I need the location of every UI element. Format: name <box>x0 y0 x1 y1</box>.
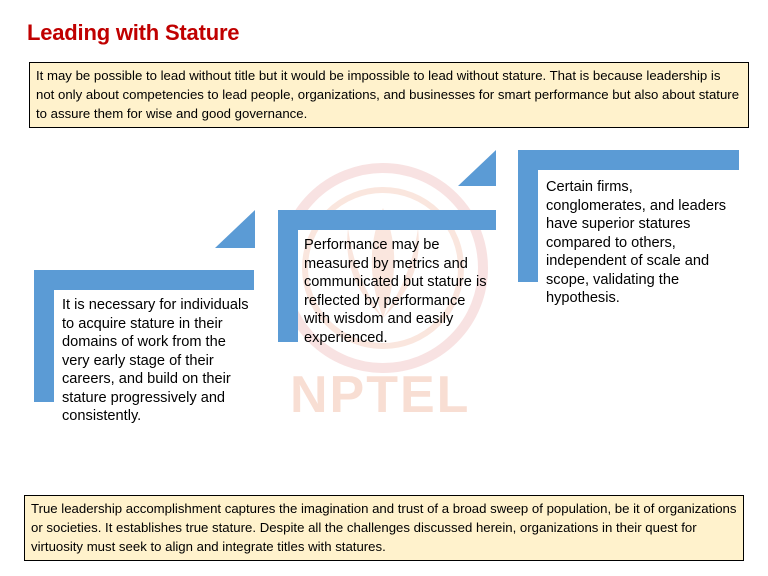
step1-top-bar <box>34 270 254 290</box>
step2-text: Performance may be measured by metrics and communicated but stature is reflected by performance with wisdom and easily experienced. <box>304 237 487 346</box>
step2-top-bar <box>278 210 496 230</box>
step2-side-bar <box>278 210 298 342</box>
step3-text: Certain firms, conglomerates, and leaders have superior statures compared to others, independent of scale and scope, validating the hypothesis. <box>546 179 727 306</box>
slide-title: Leading with Stature <box>27 20 240 45</box>
step1-arrow <box>215 210 255 248</box>
intro-box: It may be possible to lead without title but it would be impossible to lead without stature. That is because leadership is not only about competencies to lead people, organizations, and businesses for smart performance but also about stature to assure them for wise and good governance. <box>29 62 749 128</box>
step2-arrow <box>458 150 496 186</box>
step1-side-bar <box>34 270 54 402</box>
step3-top-bar <box>518 150 739 170</box>
conclusion-box: True leadership accomplishment captures the imagination and trust of a broad sweep of population, be it of organizations or societies. It establishes true stature. Despite all the challenges discussed herein, organizations in their quest for virtuosity must seek to align and integrate titles with statures. <box>24 495 744 561</box>
step1-text: It is necessary for individuals to acquire stature in their domains of work from the very early stage of their careers, and build on their stature progressively and consistently. <box>62 297 249 424</box>
step3-side-bar <box>518 150 538 282</box>
watermark-text: NPTEL <box>290 366 471 424</box>
